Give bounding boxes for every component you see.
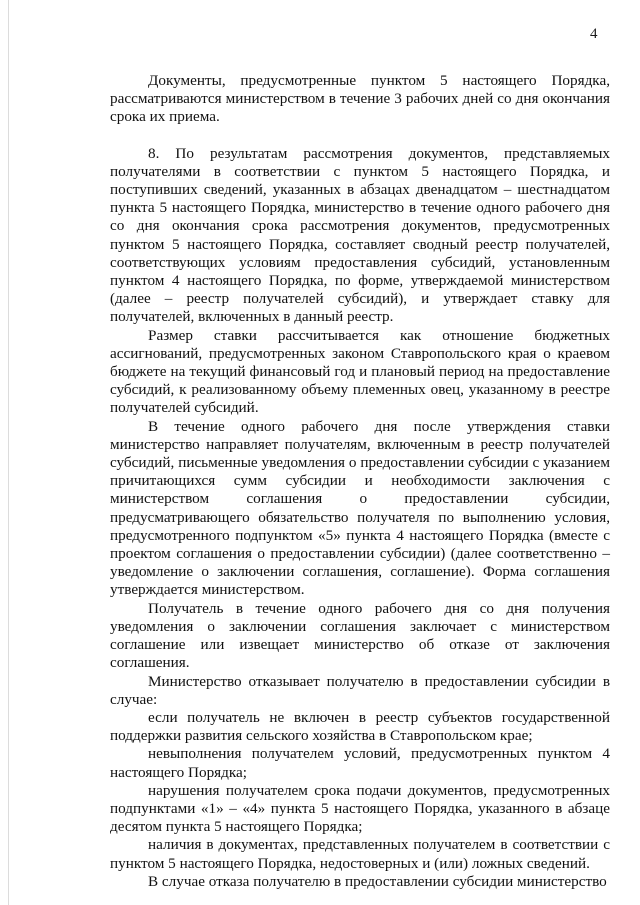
paragraph-documents-review: Документы, предусмотренные пунктом 5 настоящего Порядка, рассматриваются министерством в течение 3 рабочих дней со дня окончания срока их приема. <box>110 72 610 126</box>
paragraph-rate-calculation: Размер ставки рассчитывается как отношение бюджетных ассигнований, предусмотренных законом Ставропольского края о краевом бюджете на текущий финансовый год и плановый период на предоставление субсидий, к реализованному объему племенных овец, указанному в реестре получателей субсидий. <box>110 326 610 417</box>
paragraph-notification: В течение одного рабочего дня после утверждения ставки министерство направляет получателям, включенным в реестр получателей субсидий, письменные уведомления о предоставлении субсидии с указанием причитающихся сумм субсидии и необходимости заключения с министерством соглашения о предоставлении субсидии, предусматривающего обязательство получателя по выполнению условия, предусмотренного подпунктом «5» пункта 4 настоящего Порядка (вместе с проектом соглашения о предоставлении субсидии) (далее соответственно – уведомление о заключении соглашения, соглашение). Форма соглашения утверждается министерством. <box>110 417 610 599</box>
paragraph-refusal-reason-1: если получатель не включен в реестр субъектов государственной поддержки развития сельского хозяйства в Ставропольском крае; <box>110 708 610 745</box>
paragraph-refusal-reason-2: невыполнения получателем условий, предусмотренных пунктом 4 настоящего Порядка; <box>110 745 610 781</box>
paragraph-refusal-case: В случае отказа получателю в предоставлении субсидии министерство <box>148 872 607 890</box>
document-body <box>110 72 610 891</box>
page-number: 4 <box>590 26 598 42</box>
paragraph-refusal-intro: Министерство отказывает получателю в предоставлении субсидии в случае: <box>110 672 610 708</box>
scan-edge-line <box>8 0 9 905</box>
paragraph-refusal-reason-3: нарушения получателем срока подачи документов, предусмотренных подпунктами «1» – «4» пункта 5 настоящего Порядка, указанного в абзаце десятом пункта 5 настоящего Порядка; <box>110 781 610 836</box>
paragraph-item-8: 8. По результатам рассмотрения документов, представляемых получателями в соответствии с пунктом 5 настоящего Порядка, и поступивших сведений, указанных в абзацах двенадцатом – шестнадцатом пункта 5 настоящего Порядка, министерство в течение одного рабочего дня со дня окончания срока рассмотрения документов, предусмотренных пунктом 5 настоящего Порядка, составляет сводный реестр получателей, соответствующих условиям предоставления субсидий, установленным пунктом 4 настоящего Порядка, по форме, утверждаемой министерством (далее – реестр получателей субсидий), и утверждает ставку для получателей, включенных в данный реестр. <box>110 144 610 326</box>
paragraph-agreement: Получатель в течение одного рабочего дня со дня получения уведомления о заключении соглашения заключает с министерством соглашение или извещает министерство об отказе от заключения соглашения. <box>110 599 610 672</box>
paragraph-refusal-reason-4: наличия в документах, представленных получателем в соответствии с пунктом 5 настоящего Порядка, недостоверных и (или) ложных сведений. <box>110 836 610 872</box>
